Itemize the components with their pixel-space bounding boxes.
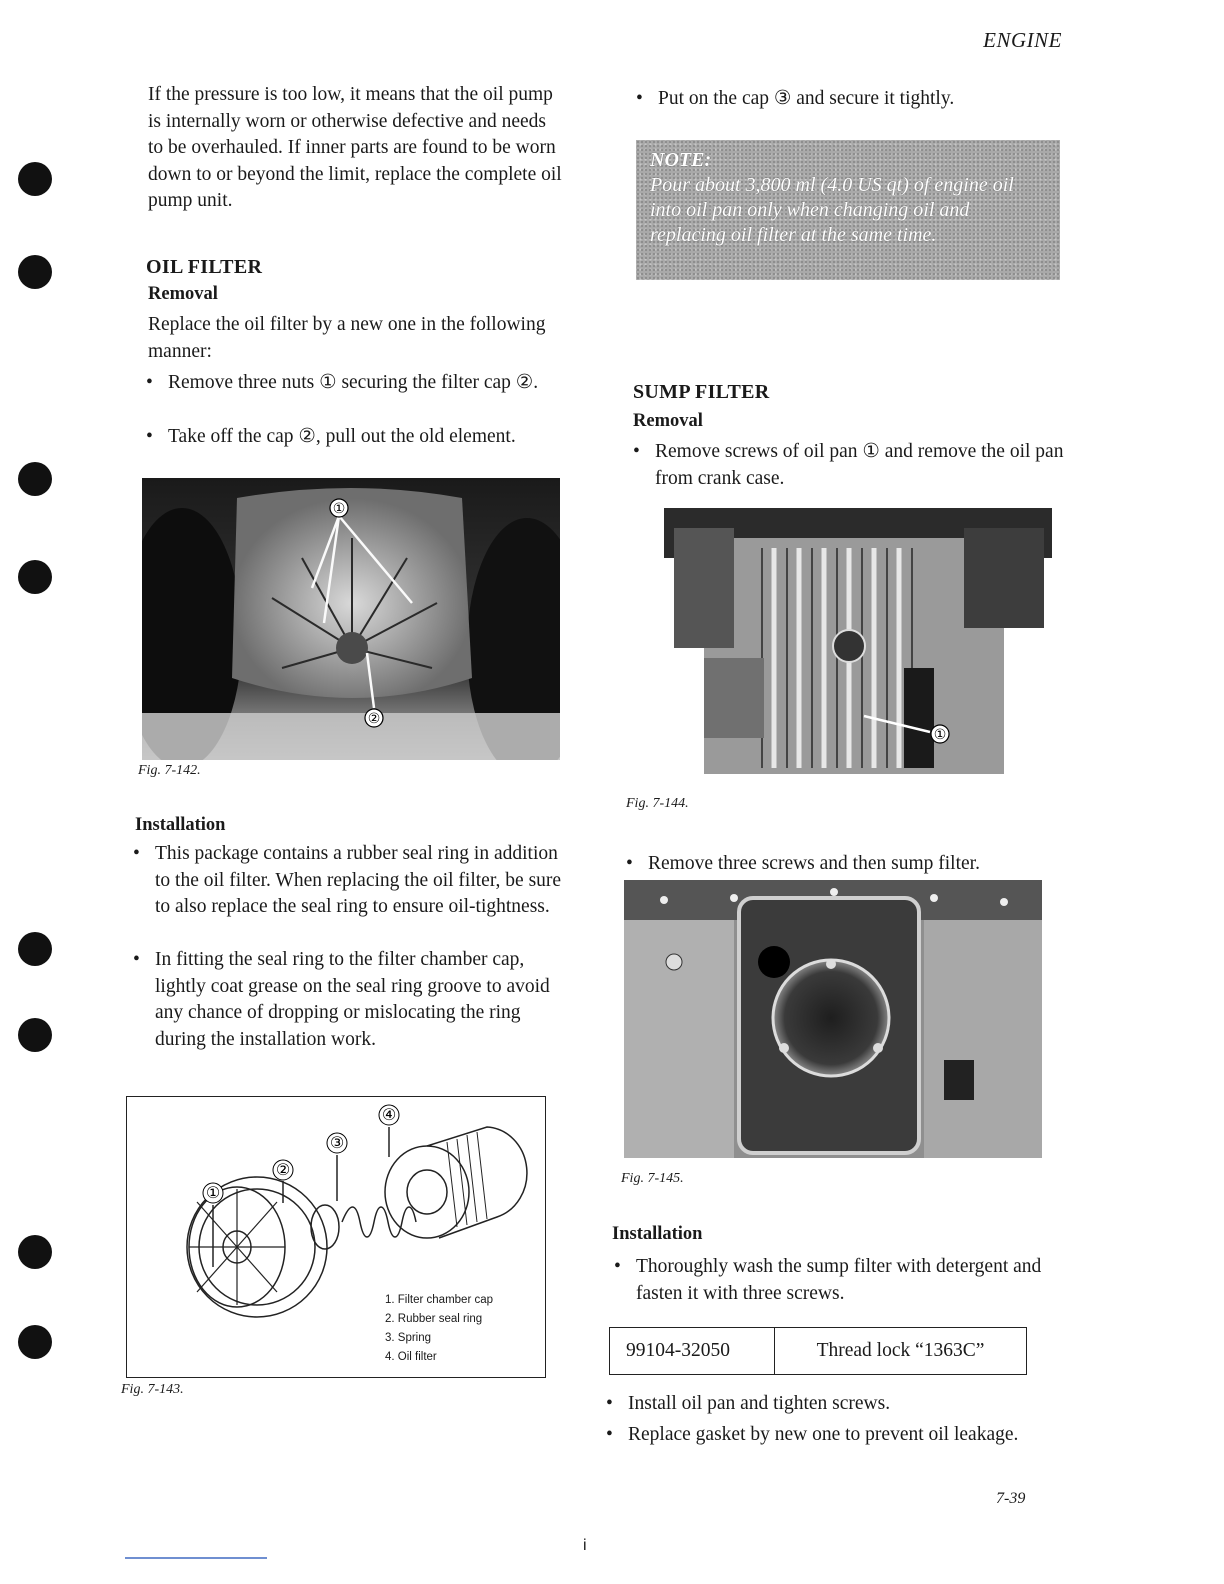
final-bullet: • Install oil pan and tighten screws. (606, 1393, 891, 1414)
oil-filter-exploded-diagram (126, 1096, 546, 1378)
oil-pan-photo (664, 508, 1052, 774)
sump-filter-heading: SUMP FILTER (633, 381, 770, 403)
removal-heading: Removal (148, 284, 218, 304)
diagram-callout-4: ④ (381, 1105, 397, 1124)
diagram-callout-3: ③ (329, 1133, 345, 1152)
figure-caption-142: Fig. 7-142. (138, 763, 201, 778)
section-header: ENGINE (983, 28, 1062, 52)
part-number-cell: 99104-32050 (610, 1328, 775, 1375)
diagram-legend: 1. Filter chamber cap 2. Rubber seal ring 3. Spring 4. Oil filter (385, 1294, 494, 1363)
punch-hole (18, 162, 52, 196)
installation-bullet: • In fitting the seal ring to the filter chamber cap, lightly coat grease on the seal ring groove to avoid any chance of dropping or mislocating the ring during the installation work. (133, 949, 550, 1050)
margin-mark: i (583, 1537, 587, 1554)
sump-installation-heading: Installation (612, 1224, 703, 1244)
cap-bullet: • Put on the cap ③ and secure it tightly. (636, 88, 955, 109)
diagram-callout-1: ① (205, 1183, 221, 1202)
sump-removal-heading: Removal (633, 411, 703, 431)
photo-callout-2: ② (367, 711, 381, 727)
photo144-callout-1: ① (933, 727, 947, 743)
punch-hole (18, 932, 52, 966)
remove-screws-bullet: • Remove three screws and then sump filter. (626, 853, 980, 874)
page-number: 7-39 (996, 1490, 1026, 1507)
punch-hole (18, 1325, 52, 1359)
oil-filter-cap-photo (142, 478, 560, 760)
diagram-callout-2: ② (275, 1160, 291, 1179)
figure-caption-144: Fig. 7-144. (626, 796, 689, 811)
installation-bullet: • This package contains a rubber seal ring in addition to the oil filter. When replacing the oil filter, be sure to also replace the seal ring to ensure oil-tightness. (133, 843, 562, 917)
punch-hole (18, 462, 52, 496)
part-description-cell: Thread lock “1363C” (775, 1328, 1027, 1375)
sump-removal-bullet: • Remove screws of oil pan ① and remove the oil pan from crank case. (633, 441, 1064, 489)
punch-hole (18, 255, 52, 289)
figure-caption-143: Fig. 7-143. (121, 1382, 184, 1397)
note-box (636, 140, 1060, 280)
oil-filter-heading: OIL FILTER (146, 256, 263, 278)
punch-hole (18, 560, 52, 594)
punch-hole (18, 1018, 52, 1052)
removal-bullet: • Remove three nuts ① securing the filter cap ②. (146, 372, 539, 393)
note-title: NOTE: (650, 149, 712, 171)
removal-bullet: • Take off the cap ②, pull out the old element. (146, 426, 516, 447)
photo-callout-1: ① (332, 501, 346, 517)
final-bullet: • Replace gasket by new one to prevent oil leakage. (606, 1424, 1019, 1445)
installation-heading: Installation (135, 815, 226, 835)
punch-hole (18, 1235, 52, 1269)
sump-filter-photo (624, 880, 1042, 1158)
removal-text: Replace the oil filter by a new one in the following manner: (148, 314, 546, 362)
figure-caption-145: Fig. 7-145. (621, 1171, 684, 1186)
intro-paragraph: If the pressure is too low, it means that the oil pump is internally worn or otherwise defective and needs to be overhauled. If inner parts are found to be worn down to or beyond the limit, replace the complete oil pump unit. (148, 84, 562, 211)
install-bullet: • Thoroughly wash the sump filter with detergent and fasten it with three screws. (614, 1256, 1042, 1304)
thread-lock-table (609, 1327, 1027, 1375)
note-text: Pour about 3,800 ml (4.0 US qt) of engine oil into oil pan only when changing oil and replacing oil filter at the same time. (650, 174, 1014, 246)
footer-rule (125, 1557, 267, 1559)
table-row (610, 1328, 1027, 1375)
